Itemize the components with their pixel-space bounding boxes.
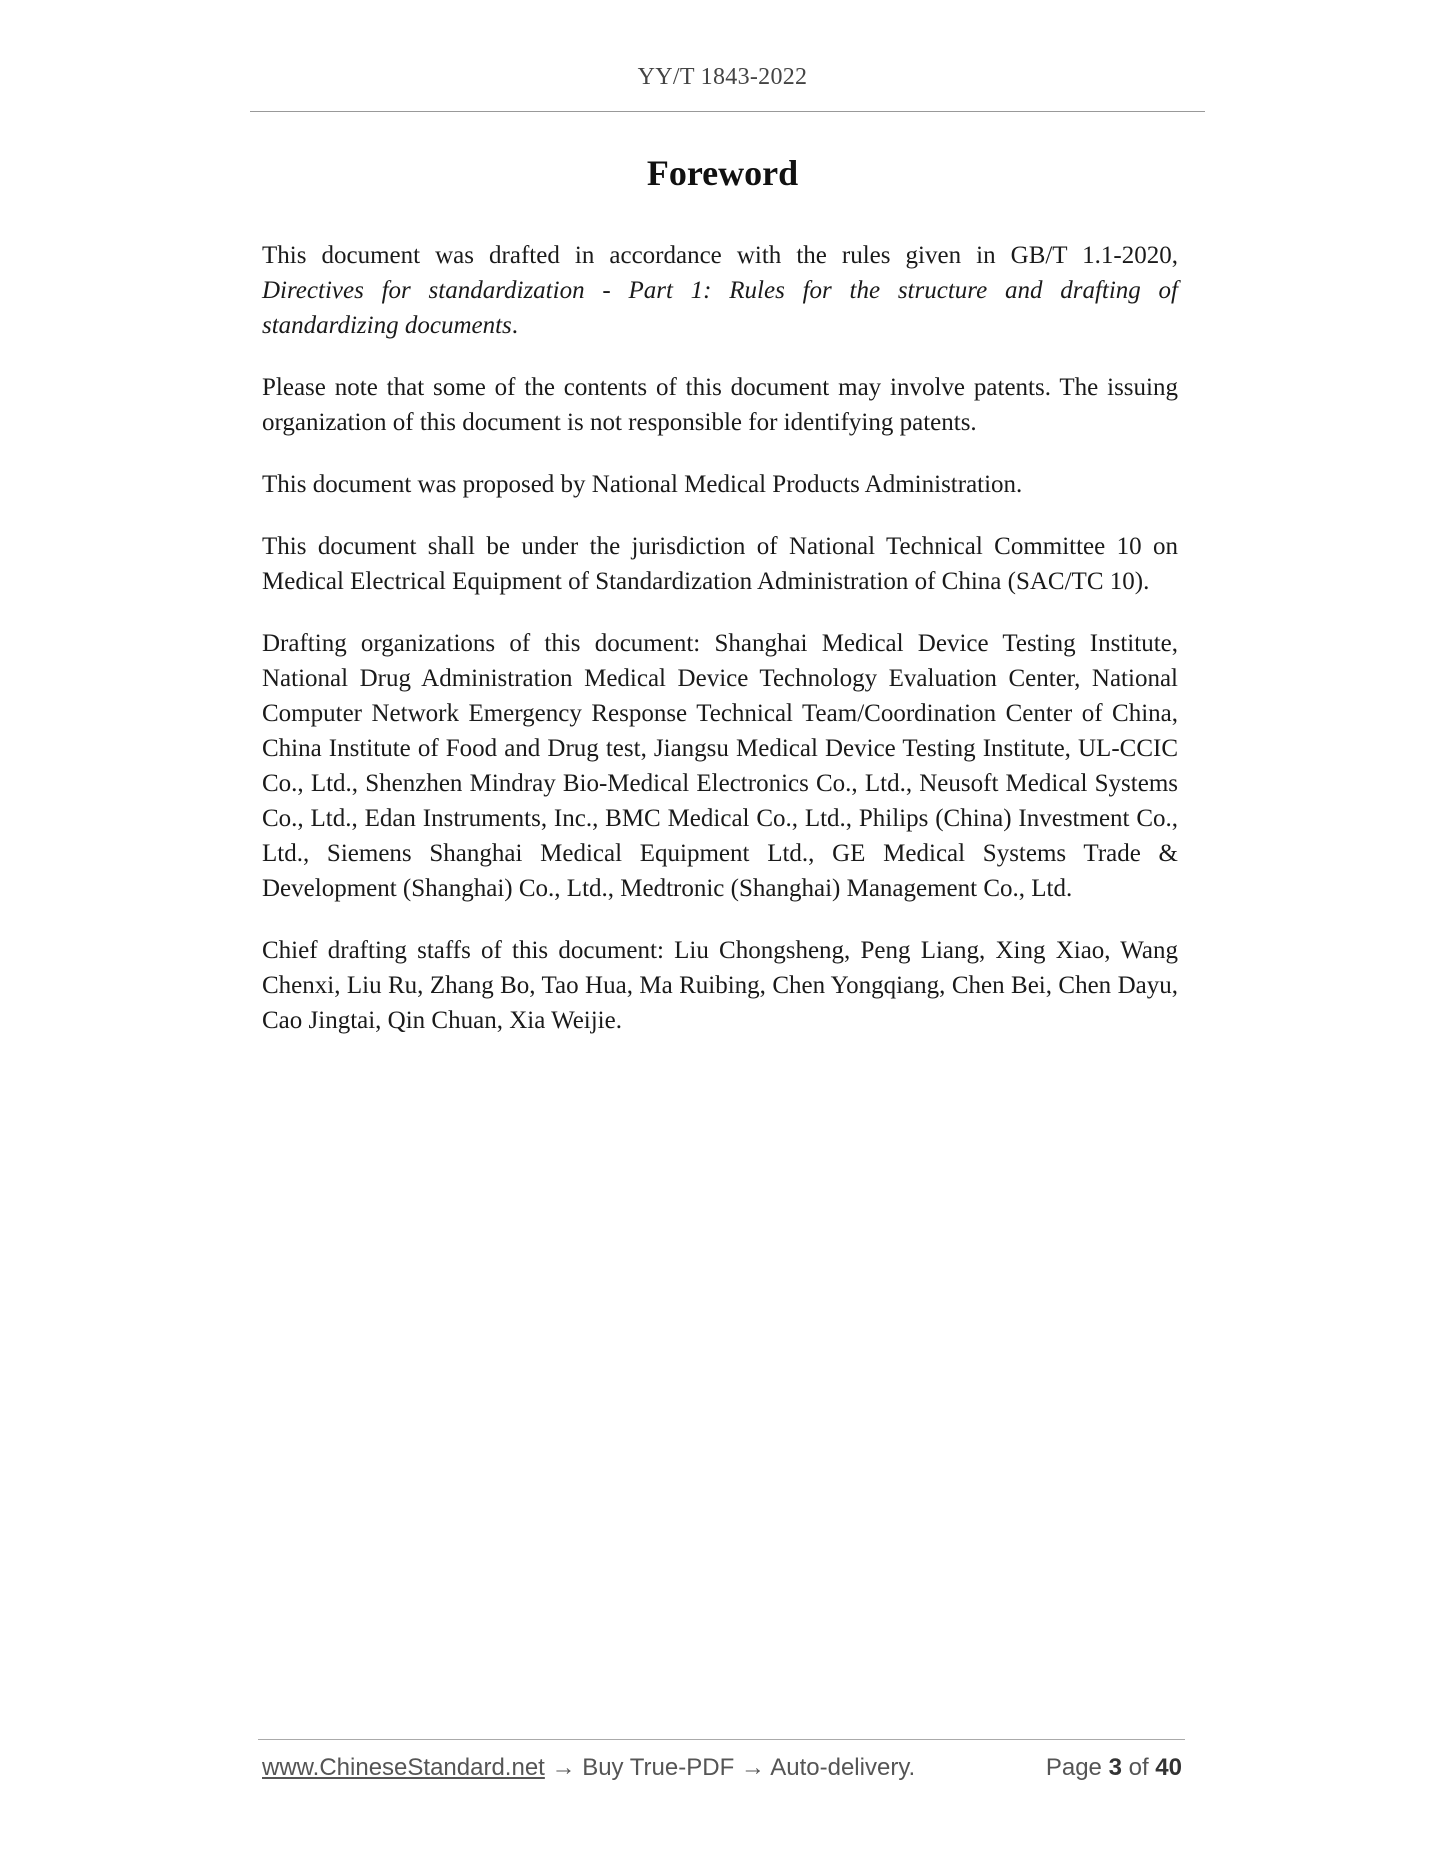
- paragraph-jurisdiction: This document shall be under the jurisdiction of National Technical Committee 10 on Medical Electrical Equipment of Standardization Administration of China (SAC/TC 10).: [262, 533, 1178, 595]
- buy-pdf-text: Buy True-PDF: [582, 1754, 735, 1781]
- footer-divider: [258, 1739, 1185, 1740]
- paragraph-drafting-staff: Chief drafting staffs of this document: Liu Chongsheng, Peng Liang, Xing Xiao, Wang Chenxi, Liu Ru, Zhang Bo, Tao Hua, Ma Ruibing, Chen Yongqiang, Chen Bei, Chen Dayu, Cao Jingtai, Qin Chuan, Xia Weijie.: [262, 937, 1178, 1034]
- directive-title: Directives for standardization - Part 1: Rules for the structure and drafting of standardizing documents: [262, 277, 1178, 339]
- page-title: Foreword: [646, 153, 799, 193]
- foreword-body: [262, 238, 1178, 1065]
- page-total: 40: [1155, 1754, 1182, 1781]
- page-number: [1046, 1754, 1182, 1782]
- page-current: 3: [1108, 1754, 1122, 1781]
- website-link[interactable]: www.ChineseStandard.net: [262, 1754, 545, 1781]
- page-label: Page: [1045, 1754, 1102, 1781]
- paragraph-drafting-organizations: Drafting organizations of this document: Shanghai Medical Device Testing Institute, National Drug Administration Medical Device Technology Evaluation Center, National Computer Network Emergency Response Technical Team/Coordination Center of China, China Institute of Food and Drug test, Jiangsu Medical Device Testing Institute, UL-CCIC Co., Ltd., Shenzhen Mindray Bio-Medical Electronics Co., Ltd., Neusoft Medical Systems Co., Ltd., Edan Instruments, Inc., BMC Medical Co., Ltd., Philips (China) Investment Co., Ltd., Siemens Shanghai Medical Equipment Ltd., GE Medical Systems Trade & Development (Shanghai) Co., Ltd., Medtronic (Shanghai) Management Co., Ltd.: [262, 630, 1178, 902]
- auto-delivery-text: Auto-delivery.: [770, 1754, 916, 1781]
- footer-promo: [262, 1754, 915, 1782]
- paragraph-patents: Please note that some of the contents of this document may involve patents. The issuing organization of this document is not responsible for identifying patents.: [262, 374, 1178, 436]
- page-of: of: [1128, 1754, 1149, 1781]
- paragraph-drafting-rules: [262, 238, 1178, 343]
- running-header: YY/T 1843-2022: [637, 64, 808, 90]
- header-divider: [250, 111, 1205, 112]
- arrow-right-icon: →: [740, 1754, 765, 1781]
- paragraph-period: .: [511, 312, 519, 339]
- paragraph-text: This document was drafted in accordance with the rules given in GB/T 1.1-2020,: [262, 242, 1178, 269]
- arrow-right-icon: →: [551, 1754, 576, 1781]
- paragraph-proposer: This document was proposed by National Medical Products Administration.: [262, 471, 1023, 498]
